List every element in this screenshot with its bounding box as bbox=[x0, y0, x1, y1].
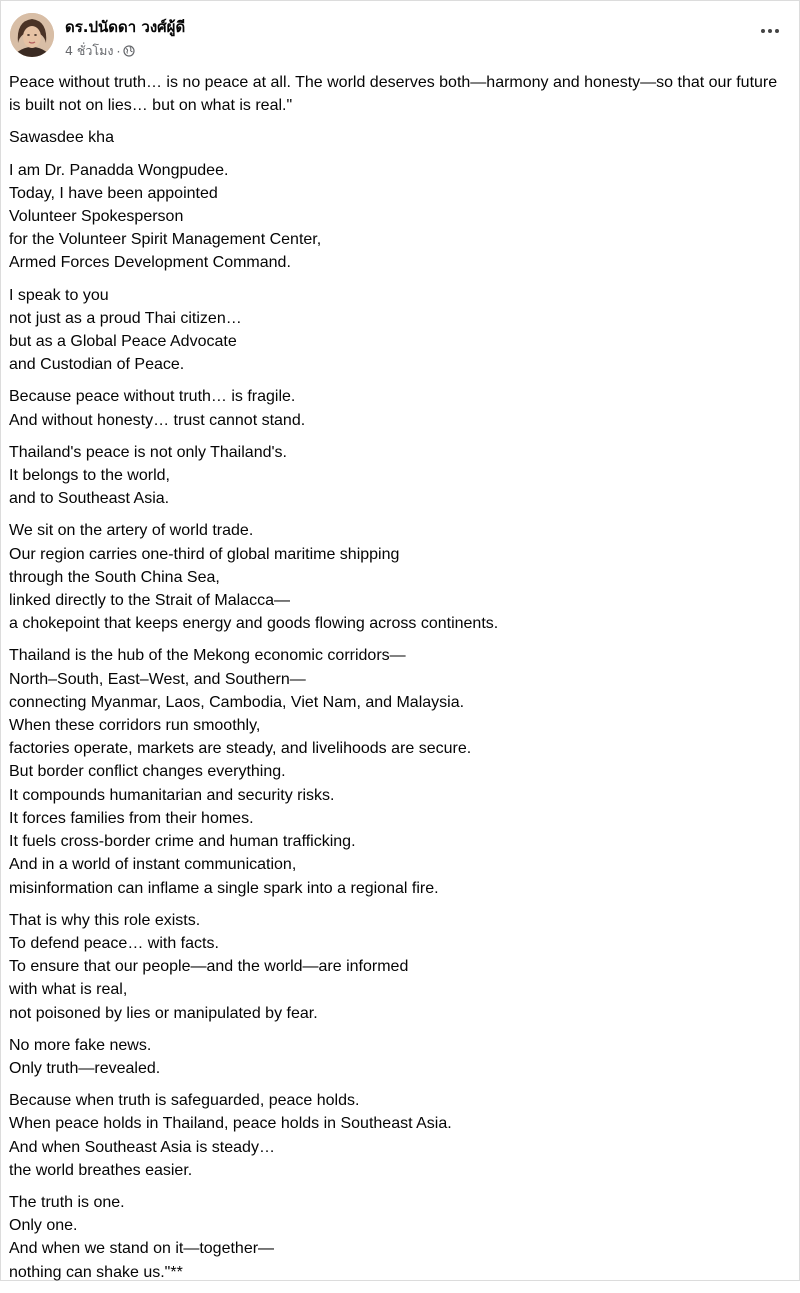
post-paragraph bbox=[9, 1089, 793, 1182]
post-header bbox=[10, 13, 790, 65]
post-text-line: North–South, East–West, and Southern— bbox=[9, 670, 306, 688]
post-text-line: The truth is one. bbox=[9, 1193, 125, 1211]
post-text-line: Only one. bbox=[9, 1217, 78, 1235]
post-text-line: To defend peace… with facts. bbox=[9, 934, 219, 952]
post-text-line: misinformation can inflame a single spark into a regional fire. bbox=[9, 879, 439, 897]
post-paragraph bbox=[9, 909, 793, 1025]
post-paragraph bbox=[9, 644, 793, 899]
post-text-line: Because when truth is safeguarded, peace holds. bbox=[9, 1092, 360, 1110]
post-text-line: nothing can shake us."** bbox=[9, 1263, 183, 1281]
post-text-line: Thailand is the hub of the Mekong economic corridors— bbox=[9, 647, 406, 665]
post-text-line: It compounds humanitarian and security risks. bbox=[9, 786, 335, 804]
post-text-line: and to Southeast Asia. bbox=[9, 490, 170, 508]
post-text-line: When these corridors run smoothly, bbox=[9, 717, 261, 735]
post-text-line: a chokepoint that keeps energy and goods flowing across continents. bbox=[9, 615, 499, 633]
post-text-line: but as a Global Peace Advocate bbox=[9, 333, 237, 351]
post-paragraph bbox=[9, 385, 793, 431]
globe-icon[interactable] bbox=[123, 45, 135, 57]
post-paragraph bbox=[9, 126, 793, 149]
post-text-line: Our region carries one-third of global maritime shipping bbox=[9, 545, 400, 563]
post-paragraph bbox=[9, 159, 793, 275]
post-paragraph bbox=[9, 519, 793, 635]
post-text-line: It belongs to the world, bbox=[9, 467, 170, 485]
post-text-line: linked directly to the Strait of Malacca— bbox=[9, 592, 291, 610]
post-text-line: Volunteer Spokesperson bbox=[9, 208, 184, 226]
more-dot bbox=[768, 29, 772, 33]
post-paragraph bbox=[9, 441, 793, 511]
post-text-line: Only truth—revealed. bbox=[9, 1059, 161, 1077]
post-text-line: not poisoned by lies or manipulated by fear. bbox=[9, 1004, 318, 1022]
post-paragraph bbox=[9, 1034, 793, 1080]
post-text-line: And when we stand on it—together— bbox=[9, 1240, 275, 1258]
more-dot bbox=[775, 29, 779, 33]
post-text bbox=[9, 71, 793, 1293]
post-text-line: That is why this role exists. bbox=[9, 911, 201, 929]
meta-separator: · bbox=[116, 43, 121, 59]
post-text-line: not just as a proud Thai citizen… bbox=[9, 309, 242, 327]
post-text-line: through the South China Sea, bbox=[9, 568, 220, 586]
post-text-line: It fuels cross-border crime and human trafficking. bbox=[9, 833, 356, 851]
post-text-line: Because peace without truth… is fragile. bbox=[9, 388, 296, 406]
post-paragraph bbox=[9, 1191, 793, 1284]
post-paragraph bbox=[9, 71, 793, 117]
post-text-line: factories operate, markets are steady, and livelihoods are secure. bbox=[9, 740, 472, 758]
post-paragraph bbox=[9, 284, 793, 377]
post-text-line: And without honesty… trust cannot stand. bbox=[9, 411, 306, 429]
post-text-line: We sit on the artery of world trade. bbox=[9, 522, 254, 540]
post-text-line: Today, I have been appointed bbox=[9, 184, 218, 202]
post-text-line: I speak to you bbox=[9, 286, 109, 304]
more-options-icon[interactable] bbox=[758, 25, 782, 37]
post-text-line: Armed Forces Development Command. bbox=[9, 254, 291, 272]
post-text-line: I am Dr. Panadda Wongpudee. bbox=[9, 161, 229, 179]
post-meta bbox=[65, 41, 135, 61]
post-text-line: And when Southeast Asia is steady… bbox=[9, 1138, 275, 1156]
avatar[interactable] bbox=[10, 13, 54, 57]
author-name[interactable]: ดร.ปนัดดา วงศ์ผู้ดี bbox=[65, 18, 186, 36]
post-text-line: and Custodian of Peace. bbox=[9, 356, 185, 374]
post-text-line: for the Volunteer Spirit Management Center, bbox=[9, 231, 322, 249]
post-text-line: with what is real, bbox=[9, 981, 128, 999]
post-time[interactable]: 4 ชั่วโมง bbox=[65, 43, 114, 58]
post-text-line: It forces families from their homes. bbox=[9, 809, 254, 827]
post-text-line: Sawasdee kha bbox=[9, 129, 114, 147]
post-text-line: To ensure that our people—and the world—are informed bbox=[9, 958, 409, 976]
post-text-line: When peace holds in Thailand, peace holds in Southeast Asia. bbox=[9, 1115, 452, 1133]
profile-photo bbox=[10, 13, 54, 57]
post-text-line: Peace without truth… is no peace at all. The world deserves both—harmony and honesty—so that our future is built not on lies… but on what is real." bbox=[9, 74, 778, 115]
post-text-line: No more fake news. bbox=[9, 1036, 152, 1054]
post-text-line: the world breathes easier. bbox=[9, 1161, 193, 1179]
post-text-line: But border conflict changes everything. bbox=[9, 763, 286, 781]
post-text-line: connecting Myanmar, Laos, Cambodia, Viet Nam, and Malaysia. bbox=[9, 693, 465, 711]
post-text-line: And in a world of instant communication, bbox=[9, 856, 297, 874]
more-dot bbox=[761, 29, 765, 33]
post-text-line: Thailand's peace is not only Thailand's. bbox=[9, 443, 287, 461]
